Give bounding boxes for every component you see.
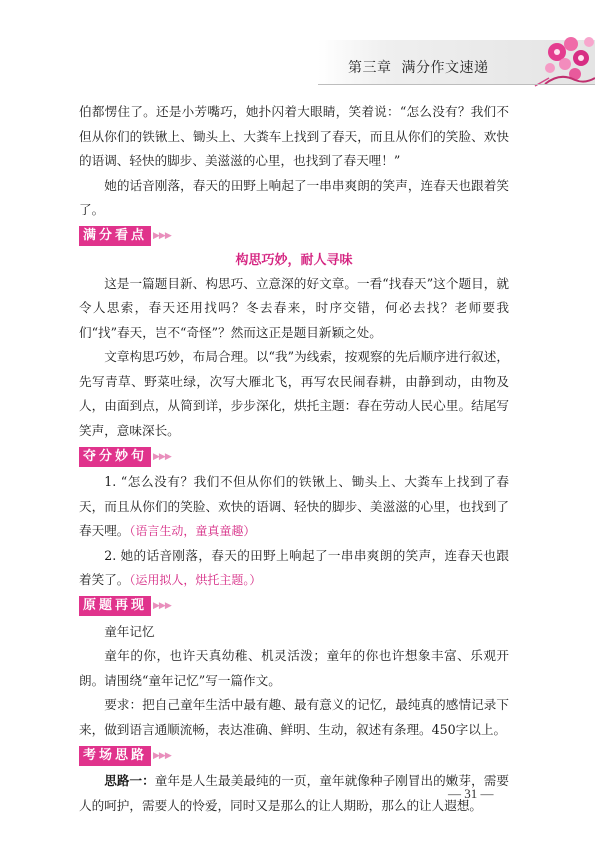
section-heading-best-sentences bbox=[79, 443, 509, 470]
flower-decoration-icon bbox=[505, 34, 595, 90]
intro-paragraph-1: 伯都愣住了。还是小芳嘴巧，她扑闪着大眼睛，笑着说：“怎么没有？我们不但从你们的铁锹上、锄头上、大粪车上找到了春天，而且从你们的笑脸、欢快的语调、轻快的脚步、美滋滋的心里，也找到了春天哩！” bbox=[79, 104, 509, 168]
header-rule bbox=[318, 84, 595, 85]
topic-title: 童年记忆 bbox=[104, 623, 155, 639]
idea-paragraph bbox=[79, 769, 509, 818]
chapter-title: 满分作文速递 bbox=[401, 60, 489, 76]
section-tag: 满分看点 bbox=[79, 226, 151, 246]
section-heading-original-topic bbox=[79, 593, 509, 620]
arrow-decoration-icon: ▶▶▶ bbox=[153, 750, 171, 761]
section-heading-full-score bbox=[79, 223, 509, 250]
section-tag: 考场思路 bbox=[79, 746, 151, 766]
quote-note: （运用拟人，烘托主题。） bbox=[129, 573, 262, 587]
page-content bbox=[79, 100, 509, 818]
arrow-decoration-icon: ▶▶▶ bbox=[153, 231, 171, 241]
arrow-decoration-icon: ▶▶▶ bbox=[153, 601, 171, 611]
quote-item-2 bbox=[79, 544, 509, 593]
quote-item-1 bbox=[79, 470, 509, 544]
quote-text: 2. 她的话音刚落，春天的田野上响起了一串串爽朗的笑声，连春天也跟着笑了。 bbox=[79, 547, 509, 587]
idea-label: 思路一： bbox=[104, 773, 155, 788]
idea-text: 童年是人生最美最纯的一页，童年就像种子刚冒出的嫩芽，需要人的呵护，需要人的怜爱，同时又是那么的让人期盼，那么的让人遐想。 bbox=[79, 773, 510, 813]
quote-text: 1. “怎么没有？我们不但从你们的铁锹上、锄头上、大粪车上找到了春天，而且从你们的笑脸、欢快的语调、轻快的脚步、美滋滋的心里，也找到了春天哩。 bbox=[79, 474, 509, 538]
section-subtitle: 构思巧妙，耐人寻味 bbox=[235, 252, 353, 268]
arrow-decoration-icon: ▶▶▶ bbox=[153, 451, 171, 462]
quote-note: （语言生动，童真童趣） bbox=[129, 524, 256, 538]
commentary-paragraph-2: 文章构思巧妙，布局合理。以“我”为线索，按观察的先后顺序进行叙述，先写青草、野菜吐绿，次写大雁北飞，再写农民闹春耕，由静到动，由物及人，由面到点，从简到详，步步深化，烘托主题：春在劳动人民心里。结尾写笑声，意味深长。 bbox=[79, 349, 509, 438]
chapter-label: 第三章 bbox=[348, 60, 392, 76]
intro-paragraph-2: 她的话音刚落，春天的田野上响起了一串串爽朗的笑声，连春天也跟着笑了。 bbox=[79, 177, 509, 217]
topic-requirements: 要求：把自己童年生活中最有趣、最有意义的记忆，最纯真的感情记录下来，做到语言通顺流畅，表达准确、鲜明、生动，叙述有条理。450字以上。 bbox=[79, 697, 509, 737]
section-tag: 夺分妙句 bbox=[79, 447, 151, 467]
commentary-paragraph-1: 这是一篇题目新、构思巧、立意深的好文章。一看“找春天”这个题目，就令人思索，春天还用找吗？冬去春来，时序交错，何必去找？老师要我们“找”春天，岂不“奇怪”？然而这正是题目新颖之处。 bbox=[79, 275, 509, 340]
running-header bbox=[348, 57, 489, 77]
page-number: — 31 — bbox=[448, 786, 494, 801]
topic-paragraph: 童年的你，也许天真幼稚、机灵活泼；童年的你也许想象丰富、乐观开朗。请围绕“童年记忆”写一篇作文。 bbox=[79, 648, 509, 688]
section-tag: 原题再现 bbox=[79, 596, 151, 616]
section-heading-exam-ideas bbox=[79, 742, 509, 769]
